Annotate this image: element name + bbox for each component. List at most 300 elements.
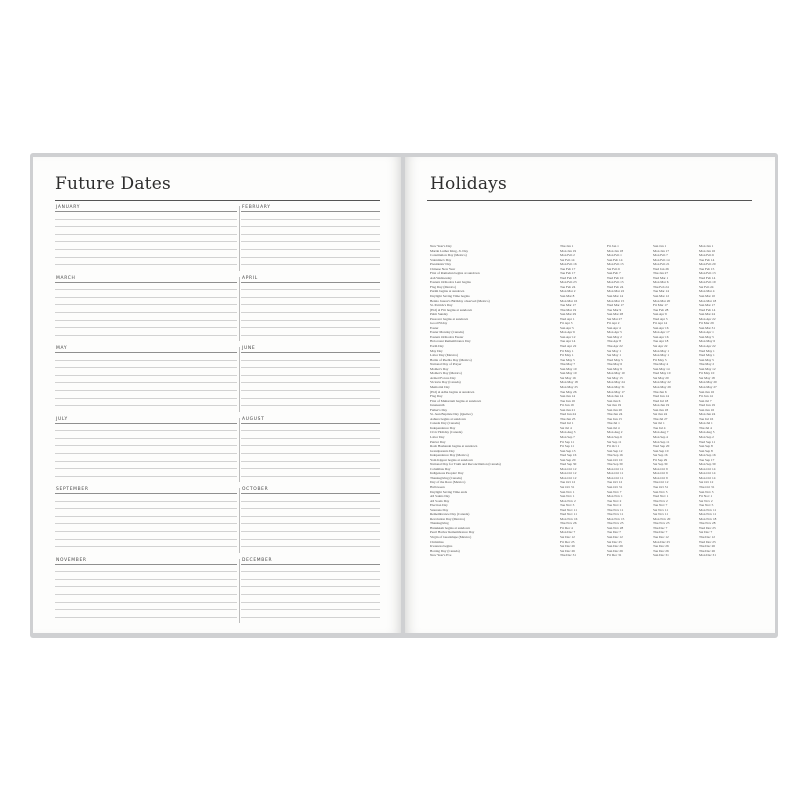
- holiday-date: Thu May 7: [560, 362, 576, 367]
- writing-line: [241, 571, 380, 572]
- writing-line: [55, 312, 237, 313]
- holiday-date: Tue Jun 16: [560, 398, 575, 403]
- holiday-date: Thu Apr 22: [607, 344, 623, 349]
- holiday-date: Sat Oct 31: [560, 484, 575, 489]
- holiday-name: Virgin of Guadalupe (Mexico): [430, 535, 472, 539]
- holiday-name: Election Day: [430, 503, 448, 508]
- writing-line: [55, 211, 237, 212]
- holiday-date: Mon Aug 2: [607, 430, 623, 435]
- holiday-date: Mon Feb 15: [607, 280, 624, 285]
- month-label: DECEMBER: [242, 557, 273, 563]
- holiday-date: Tue Oct 12: [560, 480, 576, 485]
- month-label: MARCH: [56, 275, 76, 281]
- holiday-name: All Saints Day: [430, 494, 450, 499]
- holiday-date: Sun Jun 21: [560, 407, 576, 412]
- column-divider: [239, 347, 240, 412]
- holiday-date: Sun Mar 28: [607, 312, 624, 317]
- month-label: MAY: [56, 346, 68, 351]
- holiday-date: Sat Feb 14: [560, 257, 575, 262]
- holiday-name: Ash Wednesday: [430, 275, 452, 280]
- holiday-date: Wed May 5: [607, 357, 623, 362]
- holiday-name: New Year's Day: [430, 244, 452, 248]
- open-planner-book: [30, 153, 778, 638]
- holiday-date: Mon May 1: [653, 348, 670, 353]
- writing-line: [241, 617, 380, 618]
- writing-line: [55, 539, 237, 540]
- holiday-date: Fri Dec 31: [607, 553, 622, 558]
- writing-line: [241, 352, 380, 353]
- holiday-date: Sun Mar 10: [699, 294, 716, 299]
- holiday-date: Sun Dec 26: [607, 544, 623, 549]
- holiday-date: Thu Nov 23: [653, 521, 670, 526]
- holiday-date: Mon Jan 17: [653, 248, 670, 253]
- holiday-name: Rosh Hashanah begins at sundown: [430, 444, 478, 449]
- holiday-name: Columbus Day: [430, 466, 451, 471]
- writing-line: [241, 546, 380, 547]
- writing-line: [241, 390, 380, 391]
- holiday-name: Easter: [430, 325, 439, 330]
- writing-line: [55, 445, 237, 446]
- holiday-date: Tue Mar 17: [560, 303, 576, 308]
- holiday-date: Fri May 5: [653, 357, 667, 362]
- holiday-date: Fri Jan 1: [607, 244, 619, 248]
- holiday-name: Passover begins at sundown: [430, 316, 469, 321]
- writing-line: [55, 390, 237, 391]
- holiday-date: Tue Feb 24: [560, 284, 576, 289]
- holiday-date: Mon Sep 11: [653, 439, 670, 444]
- writing-line: [241, 297, 380, 298]
- holiday-name: National Day of Prayer: [430, 362, 462, 367]
- holiday-date: Wed Feb 24: [607, 284, 624, 289]
- holiday-date: Thu Jul 27: [653, 416, 668, 421]
- writing-line: [241, 312, 380, 313]
- holiday-date: Thu Jan 1: [560, 244, 574, 248]
- holiday-date: Wed Jun 19: [699, 403, 715, 408]
- holiday-date: Mon Jun 14: [607, 394, 624, 399]
- holiday-name: Earth Day: [430, 344, 444, 349]
- writing-line: [55, 501, 237, 502]
- writing-line: [55, 335, 237, 336]
- holiday-date: Mon Sep 6: [607, 434, 622, 439]
- writing-line: [241, 516, 380, 517]
- holiday-name: Pearl Harbor Remembrance Day: [430, 530, 475, 535]
- writing-line: [241, 579, 380, 580]
- holiday-date: Tue Oct 12: [607, 480, 623, 485]
- holiday-date: Mon Oct 12: [560, 475, 577, 480]
- month-row: [55, 487, 380, 558]
- holiday-date: Fri May 1: [560, 348, 574, 353]
- holiday-date: Wed Apr 22: [560, 344, 577, 349]
- holiday-date: Wed Jul 18: [653, 398, 669, 403]
- writing-line: [241, 398, 380, 399]
- holiday-date: Thu Dec 7: [653, 525, 668, 530]
- holiday-date: Wed Apr 1: [560, 316, 575, 321]
- column-divider: [239, 559, 240, 624]
- holiday-date: Mon May 24: [607, 380, 625, 385]
- holiday-date: Thu Dec 26: [699, 548, 716, 553]
- holiday-date: Tue Nov 2: [607, 498, 622, 503]
- writing-line: [241, 531, 380, 532]
- writing-line: [241, 508, 380, 509]
- writing-line: [241, 609, 380, 610]
- writing-line: [55, 304, 237, 305]
- holiday-date: Sat Jul 4: [560, 425, 572, 430]
- writing-line: [241, 327, 380, 328]
- writing-line: [241, 493, 380, 494]
- holiday-date: Tue Apr 14: [560, 339, 576, 344]
- holiday-date: Sat Apr 22: [653, 344, 668, 349]
- holiday-date: Mon Nov 16: [560, 516, 578, 521]
- holiday-date: Thu Nov 11: [607, 512, 624, 517]
- holiday-row: [430, 553, 760, 558]
- holiday-date: Sun Dec 31: [653, 553, 669, 558]
- writing-line: [241, 289, 380, 290]
- holiday-date: Mon Feb 7: [653, 253, 668, 258]
- holiday-date: Mon Sep 4: [653, 434, 668, 439]
- holiday-date: Sun Dec 26: [607, 548, 623, 553]
- writing-line: [55, 546, 237, 547]
- holiday-date: Mon Mar 20: [653, 298, 671, 303]
- holiday-date: Wed May 1: [699, 353, 715, 358]
- writing-line: [241, 367, 380, 368]
- holiday-name: Valentine's Day: [430, 257, 452, 262]
- holiday-date: Sat May 20: [653, 375, 669, 380]
- holiday-date: Thu Sep 30: [607, 462, 623, 467]
- holiday-date: Sat Sep 16: [653, 453, 668, 458]
- writing-line: [55, 508, 237, 509]
- writing-line: [55, 493, 237, 494]
- holiday-date: Sun Apr 4: [607, 325, 621, 330]
- holiday-date: Fri Mar 17: [653, 303, 668, 308]
- holiday-date: Tue Dec 7: [607, 530, 622, 535]
- writing-line: [241, 320, 380, 321]
- holiday-name: Easter Monday (Canada): [430, 330, 464, 335]
- holiday-date: Mon Jun 19: [653, 403, 670, 408]
- holiday-date: Sun Nov 28: [607, 525, 624, 530]
- holiday-date: Thu Nov 11: [607, 507, 624, 512]
- holiday-name: Ashura begins at sundown: [430, 416, 466, 421]
- holiday-date: Mon May 1: [653, 353, 670, 358]
- holiday-date: Mon Apr 22: [699, 344, 716, 349]
- holiday-date: Thu Nov 2: [653, 498, 668, 503]
- holiday-date: Sun Sep 13: [560, 448, 576, 453]
- holiday-date: Mon Oct 11: [607, 466, 624, 471]
- writing-line: [241, 234, 380, 235]
- holiday-date: Wed Jun 14: [653, 394, 669, 399]
- month-label: SEPTEMBER: [56, 487, 89, 492]
- holiday-date: Tue Nov 2: [607, 503, 622, 508]
- holiday-date: Tue Jun 15: [607, 416, 622, 421]
- holiday-date: Mon Sep 30: [699, 462, 716, 467]
- holiday-date: Mon Mar 6: [653, 280, 669, 285]
- holiday-date: Fri Oct 1: [607, 444, 620, 449]
- holiday-name: New Year's Eve: [430, 553, 452, 558]
- holiday-name: Yom Kippur begins at sundown: [430, 457, 473, 462]
- holiday-date: Thu May 4: [653, 362, 669, 367]
- holiday-date: Tue Feb 15: [699, 266, 715, 271]
- writing-line: [241, 249, 380, 250]
- holiday-name: Thanksgiving (Canada): [430, 475, 462, 480]
- holiday-date: Thu Dec 12: [699, 535, 716, 539]
- holiday-date: Sun May 14: [653, 366, 670, 371]
- holiday-date: Sat Sep 30: [653, 462, 668, 467]
- holiday-date: Thu Apr 8: [607, 339, 621, 344]
- holiday-name: Juneteenth: [430, 403, 445, 408]
- writing-line: [55, 405, 237, 406]
- month-label: JULY: [56, 416, 68, 422]
- writing-line: [55, 579, 237, 580]
- writing-line: [241, 219, 380, 220]
- holiday-date: Sun Nov 1: [560, 489, 575, 494]
- holiday-name: Martin Luther King, Jr. Day: [430, 248, 469, 253]
- holiday-date: Wed Sep 11: [699, 439, 716, 444]
- holiday-date: Wed Nov 11: [560, 512, 577, 517]
- holiday-name: Daylight Saving Time begins: [430, 294, 470, 299]
- holiday-date: Mon Nov 11: [699, 507, 717, 512]
- writing-line: [55, 352, 237, 353]
- holiday-date: Wed Feb 10: [607, 275, 624, 280]
- writing-line: [55, 564, 237, 565]
- holiday-name: All Souls Day: [430, 498, 450, 503]
- holiday-date: Mon Aug 5: [699, 430, 715, 435]
- holiday-name: Grandparents Day: [430, 448, 455, 453]
- writing-line: [241, 360, 380, 361]
- holiday-date: Mon Mar 16: [560, 298, 578, 303]
- holiday-name: Hanukkah begins at sundown: [430, 525, 471, 530]
- holiday-date: Mon May 31: [607, 384, 625, 389]
- holiday-date: Sun Oct 31: [607, 484, 623, 489]
- holiday-date: Mon Mar 4: [699, 289, 715, 294]
- holiday-date: Mon Jan 19: [560, 248, 577, 253]
- holiday-name: Day of the Race (Mexico): [430, 480, 466, 485]
- writing-line: [241, 476, 380, 477]
- holiday-name: Patriot Day: [430, 439, 446, 444]
- holiday-date: Mon May 17: [607, 389, 625, 394]
- writing-line: [241, 602, 380, 603]
- holiday-date: Thu Jun 25: [560, 416, 576, 421]
- writing-line: [55, 476, 237, 477]
- holiday-date: Sat Dec 26: [560, 548, 575, 553]
- holiday-date: Thu Jun 24: [607, 412, 623, 417]
- holiday-date: Mon Sep 2: [699, 434, 714, 439]
- holiday-name: Eastern Orthodox Lent begins: [430, 280, 471, 285]
- holiday-name: Canada Day (Canada): [430, 421, 460, 426]
- holiday-date: Fri Jun 19: [560, 403, 574, 408]
- writing-line: [55, 234, 237, 235]
- holiday-date: Wed Feb 14: [699, 275, 716, 280]
- holiday-date: Mon Oct 12: [560, 466, 577, 471]
- holiday-date: Tue Feb 14: [699, 257, 715, 262]
- holiday-date: Tue Dec 26: [653, 544, 669, 549]
- holiday-date: Mon Feb 20: [699, 262, 716, 267]
- holiday-table: [430, 244, 760, 558]
- writing-line: [55, 249, 237, 250]
- holiday-date: Mon Feb 15: [607, 262, 624, 267]
- holiday-date: Sun Sep 8: [699, 448, 713, 453]
- holiday-date: Tue Mar 14: [653, 289, 669, 294]
- holiday-date: Sun Jun 16: [699, 389, 715, 394]
- writing-line: [55, 602, 237, 603]
- holiday-name: Kwanzaa begins: [430, 544, 453, 549]
- holiday-date: Wed Nov 1: [653, 494, 669, 499]
- holiday-date: Mon Feb 6: [699, 253, 714, 258]
- holiday-name: Daylight Saving Time ends: [430, 489, 468, 494]
- writing-line: [241, 257, 380, 258]
- holiday-date: Mon Aug 7: [653, 430, 669, 435]
- writing-line: [55, 297, 237, 298]
- holiday-date: Wed Feb 18: [560, 275, 577, 280]
- column-divider: [239, 418, 240, 483]
- holiday-date: Sun May 10: [560, 366, 577, 371]
- title-rule: [55, 200, 380, 201]
- holiday-name: Victoria Day (Canada): [430, 380, 461, 385]
- writing-line: [55, 531, 237, 532]
- holiday-date: Mon Apr 5: [607, 330, 622, 335]
- holiday-date: Wed Mar 17: [607, 303, 624, 308]
- writing-line: [55, 523, 237, 524]
- holiday-name: Remembrance Day (Canada): [430, 512, 470, 517]
- holiday-name: St. Jean Baptiste Day (Quebec): [430, 412, 473, 417]
- month-row: [55, 276, 380, 347]
- holiday-date: Sun May 9: [607, 366, 622, 371]
- holiday-name: Constitution Day (Mexico): [430, 253, 467, 258]
- holiday-date: Sun Jun 16: [699, 407, 715, 412]
- holiday-date: Wed Apr 5: [653, 316, 668, 321]
- holiday-date: Tue Nov 3: [560, 503, 575, 508]
- writing-line: [55, 327, 237, 328]
- writing-line: [241, 453, 380, 454]
- holiday-date: Sun Sep 10: [653, 448, 669, 453]
- writing-line: [241, 445, 380, 446]
- holiday-date: Sun Mar 24: [699, 312, 716, 317]
- holiday-date: Mon Oct 12: [560, 471, 577, 476]
- column-divider: [239, 206, 240, 271]
- holiday-date: Thu Dec 26: [699, 544, 716, 549]
- holiday-date: Wed Sep 20: [653, 444, 670, 449]
- writing-line: [241, 438, 380, 439]
- holiday-date: Mon Feb 21: [653, 262, 670, 267]
- writing-line: [55, 609, 237, 610]
- holiday-date: Tue Oct 31: [653, 484, 669, 489]
- holiday-name: Holocaust Remembrance Day: [430, 339, 471, 344]
- holiday-date: Mon Jan 16: [699, 248, 716, 253]
- holiday-name: St. Patrick's Day: [430, 303, 453, 308]
- holiday-name: Presidents' Day: [430, 262, 452, 267]
- holiday-date: Tue May 26: [560, 389, 577, 394]
- holiday-date: Sat Jun 19: [607, 403, 622, 408]
- holiday-date: Mon Feb 1: [607, 253, 622, 258]
- holiday-name: Eastern Orthodox Easter: [430, 334, 464, 339]
- writing-line: [55, 289, 237, 290]
- holiday-date: Mon Nov 18: [699, 516, 717, 521]
- holiday-date: Mon Nov 11: [699, 512, 717, 517]
- holiday-date: Fri Apr 2: [607, 321, 620, 326]
- writing-line: [241, 501, 380, 502]
- writing-line: [55, 282, 237, 283]
- holiday-date: Mon Nov 20: [653, 516, 671, 521]
- writing-line: [55, 438, 237, 439]
- holiday-name: Mother's Day (Mexico): [430, 371, 462, 376]
- holiday-date: Thu Nov 26: [560, 521, 577, 526]
- holiday-date: Tue Apr 18: [653, 339, 669, 344]
- holiday-date: Mon May 6: [699, 339, 716, 344]
- writing-line: [55, 586, 237, 587]
- holiday-date: Mon Jun 24: [699, 412, 716, 417]
- page-title: Holidays: [430, 174, 507, 194]
- holiday-date: Tue Dec 12: [653, 535, 669, 539]
- holiday-date: Thu Mar 19: [560, 307, 577, 312]
- holiday-date: Sun Jun 20: [607, 407, 623, 412]
- holiday-date: Fri Apr 3: [560, 321, 573, 326]
- holiday-date: Sun Mar 29: [560, 312, 577, 317]
- holiday-date: Mon May 27: [699, 384, 717, 389]
- holiday-date: Mon Apr 1: [699, 330, 714, 335]
- writing-line: [241, 523, 380, 524]
- writing-line: [55, 453, 237, 454]
- writing-line: [241, 430, 380, 431]
- holiday-date: Thu Jun 6: [653, 389, 667, 394]
- holiday-date: Wed May 10: [653, 371, 671, 376]
- holiday-date: Sat Nov 11: [653, 512, 669, 517]
- holiday-name: Revolution Day (Mexico): [430, 516, 466, 521]
- holiday-date: Fri Sep 29: [653, 457, 668, 462]
- holiday-date: Sun Apr 16: [653, 325, 669, 330]
- writing-line: [55, 382, 237, 383]
- writing-line: [55, 468, 237, 469]
- holiday-date: Thu May 2: [699, 362, 715, 367]
- holiday-date: Mon Apr 6: [560, 330, 575, 335]
- month-label: JANUARY: [56, 205, 81, 210]
- column-divider: [239, 488, 240, 553]
- writing-line: [55, 398, 237, 399]
- holiday-date: Wed Sep 16: [560, 453, 577, 458]
- writing-line: [241, 282, 380, 283]
- holiday-date: Sun Jun 6: [607, 398, 621, 403]
- holiday-date: Sun Nov 7: [607, 489, 622, 494]
- writing-line: [241, 382, 380, 383]
- holiday-date: Tue Feb 28: [653, 307, 669, 312]
- holiday-date: Wed Feb 14: [699, 307, 716, 312]
- future-dates-page: [33, 157, 401, 633]
- holiday-name: Veterans Day: [430, 507, 449, 512]
- holiday-date: Mon Feb 13: [699, 271, 716, 276]
- holiday-date: Mon Oct 9: [653, 466, 668, 471]
- holiday-date: Sun Mar 17: [699, 303, 716, 308]
- holiday-date: Sun Sep 8: [699, 444, 713, 449]
- holiday-date: Sat Dec 25: [607, 539, 622, 544]
- writing-line: [241, 335, 380, 336]
- holiday-date: Mon Dec 25: [653, 539, 670, 544]
- holiday-date: Fri Mar 29: [699, 321, 714, 326]
- holiday-date: Mon Dec 7: [560, 530, 576, 535]
- holiday-name: Armed Forces Day: [430, 375, 456, 380]
- writing-line: [241, 423, 380, 424]
- holiday-date: Mon Aug 3: [560, 430, 576, 435]
- holiday-date: Sat May 1: [607, 353, 621, 358]
- holiday-date: Wed Jul 1: [560, 421, 574, 426]
- holiday-date: Mon May 22: [653, 380, 671, 385]
- holiday-date: Thu Jan 27: [653, 271, 669, 276]
- writing-line: [55, 430, 237, 431]
- writing-line: [241, 405, 380, 406]
- holiday-date: Sat Nov 11: [653, 507, 669, 512]
- writing-line: [241, 304, 380, 305]
- holiday-date: Thu Dec 7: [653, 530, 668, 535]
- month-row: [55, 205, 380, 276]
- holiday-date: Sun May 5: [699, 357, 714, 362]
- holiday-date: Wed Dec 25: [699, 525, 716, 530]
- writing-line: [241, 375, 380, 376]
